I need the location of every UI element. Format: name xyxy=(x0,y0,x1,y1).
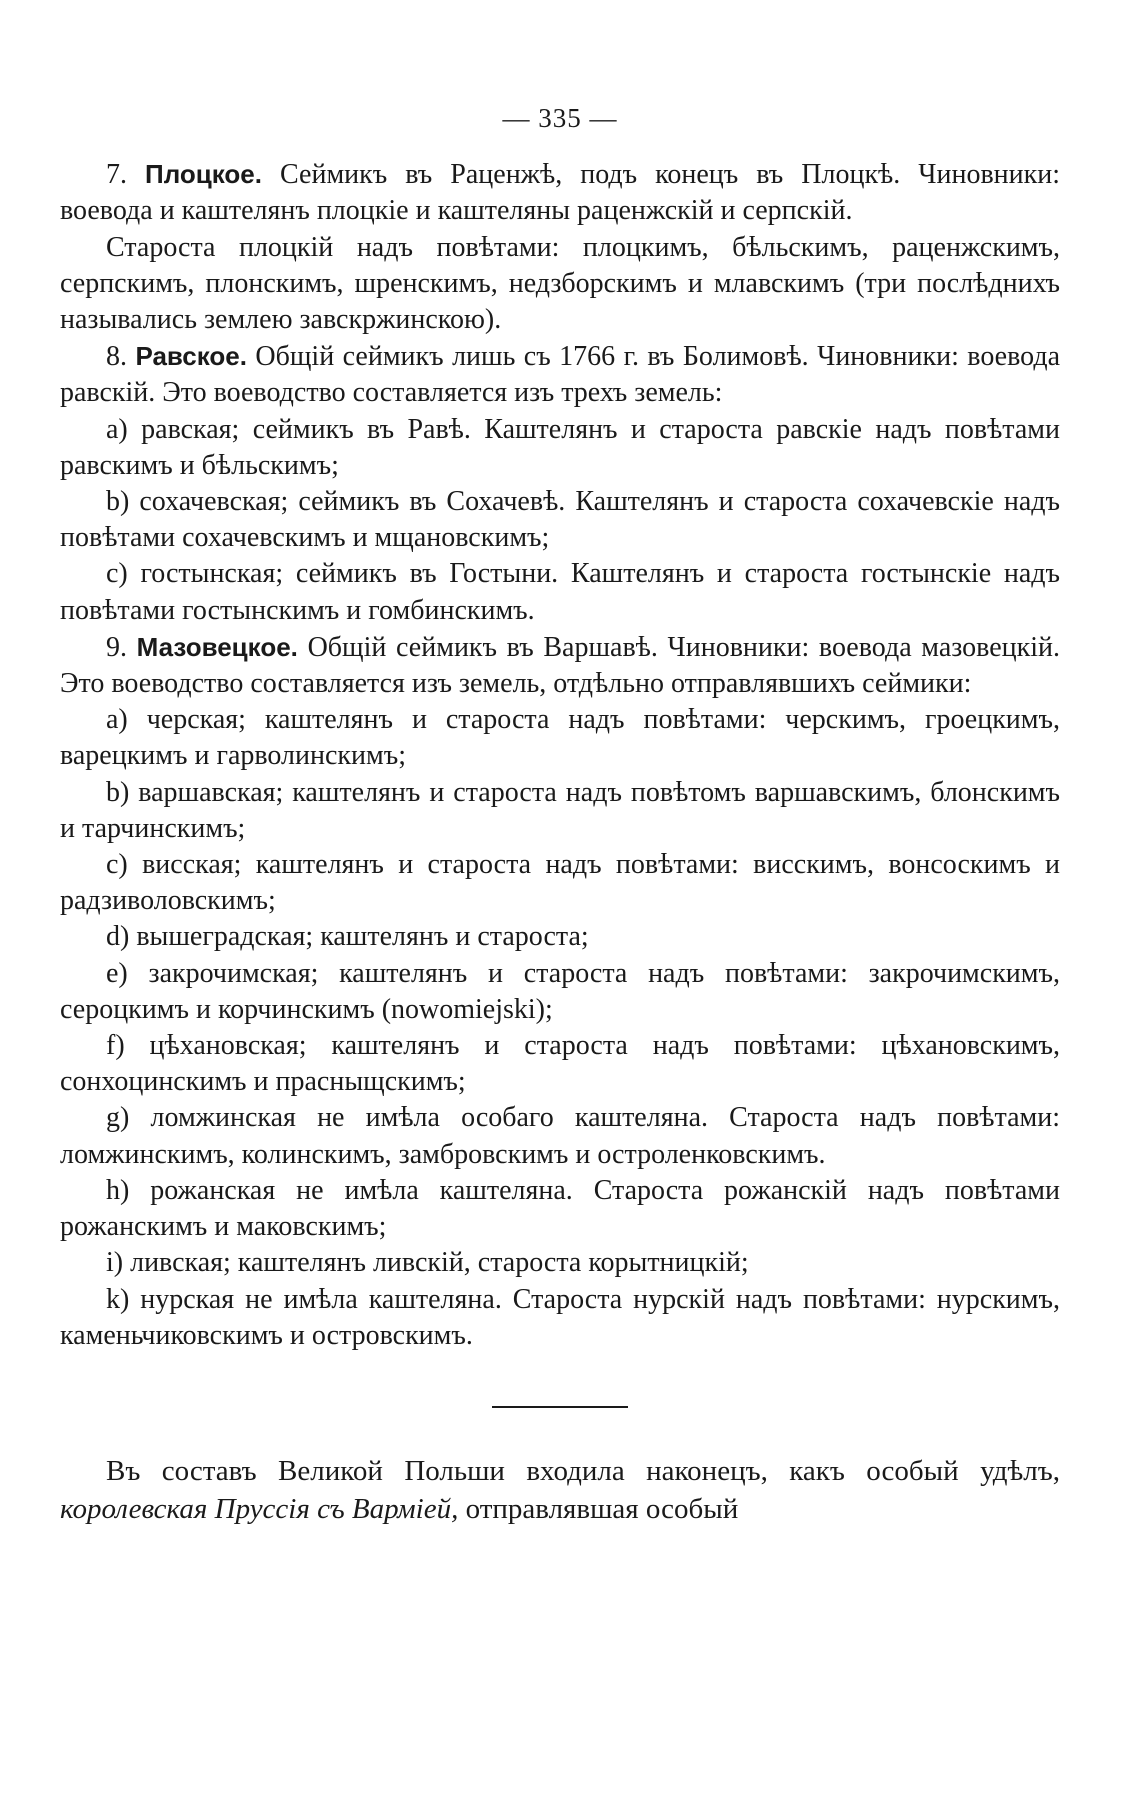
paragraph-rawa xyxy=(60,338,1060,411)
list-item-mazovia-e: e) закрочимская; каштелянъ и староста надъ повѣтами: закрочимскимъ, сероцкимъ и корчинскимъ (nowomiejski); xyxy=(60,957,1060,1025)
list-item-rawa-c: c) гостынская; сеймикъ въ Гостыни. Каштелянъ и староста гостынскіе надъ повѣтами гостынскимъ и гомбинскимъ. xyxy=(60,558,1060,626)
italic-phrase: королевская Пруссія съ Варміей, xyxy=(60,1492,459,1525)
paragraph-text: Общій сеймикъ лишь съ 1766 г. въ Болимовѣ. Чиновники: воевода равскій. Это воеводство составляется изъ трехъ земель: xyxy=(60,341,1060,409)
paragraph-royal-prussia xyxy=(60,1452,1060,1528)
voivodeship-heading: Равское. xyxy=(135,341,247,372)
paragraph-text: отправлявшая особый xyxy=(465,1492,739,1525)
list-item-mazovia-f: f) цѣхановская; каштелянъ и староста надъ повѣтами: цѣхановскимъ, сонхоцинскимъ и прасныщскимъ; xyxy=(60,1030,1060,1098)
list-item-mazovia-a: a) черская; каштелянъ и староста надъ повѣтами: черскимъ, гроецкимъ, варецкимъ и гарволинскимъ; xyxy=(60,704,1060,772)
list-item-mazovia-c: c) висская; каштелянъ и староста надъ повѣтами: висскимъ, вонсоскимъ и радзиволовскимъ; xyxy=(60,849,1060,917)
item-number: 8. xyxy=(106,341,127,373)
list-item-mazovia-i: i) ливская; каштелянъ ливскій, староста корытницкій; xyxy=(106,1247,749,1279)
paragraph-text: Въ составъ Великой Польши входила наконецъ, какъ особый удѣлъ, xyxy=(106,1454,1060,1487)
list-item-mazovia-b: b) варшавская; каштелянъ и староста надъ повѣтомъ варшавскимъ, блонскимъ и тарчинскимъ; xyxy=(60,776,1060,844)
paragraph-text: Сеймикъ въ Раценжѣ, подъ конецъ въ Плоцкѣ. Чиновники: воевода и каштелянъ плоцкіе и каштеляны раценжскій и серпскій. xyxy=(60,159,1061,227)
item-number: 7. xyxy=(106,159,127,191)
item-number: 9. xyxy=(106,631,127,663)
list-item-mazovia-h: h) рожанская не имѣла каштеляна. Староста рожанскій надъ повѣтами рожанскимъ и маковскимъ; xyxy=(60,1174,1060,1243)
list-item-mazovia-g: g) ломжинская не имѣла особаго каштеляна. Староста надъ повѣтами: ломжинскимъ, колинскимъ, замбровскимъ и остроленковскимъ. xyxy=(60,1102,1060,1170)
list-item-rawa-b: b) сохачевская; сеймикъ въ Сохачевѣ. Каштелянъ и староста сохачевскіе надъ повѣтами сохачевскимъ и мщановскимъ; xyxy=(60,486,1060,554)
paragraph-text: Общій сеймикъ въ Варшавѣ. Чиновники: воевода мазовецкій. Это воеводство составляется изъ земель, отдѣльно отправлявшихъ сеймики: xyxy=(60,631,1060,700)
page-number: — 335 — xyxy=(502,103,618,133)
voivodeship-heading: Плоцкое. xyxy=(145,159,262,190)
paragraph-mazovia xyxy=(60,629,1060,702)
list-item-mazovia-d: d) вышеградская; каштелянъ и староста; xyxy=(106,921,589,953)
document-page xyxy=(60,100,1060,1528)
paragraph-plock xyxy=(60,156,1060,229)
voivodeship-heading: Мазовецкое. xyxy=(136,631,298,662)
list-item-rawa-a: a) равская; сеймикъ въ Равѣ. Каштелянъ и староста равскіе надъ повѣтами равскимъ и бѣльскимъ; xyxy=(60,413,1060,481)
list-item-mazovia-k: k) нурская не имѣла каштеляна. Староста нурскій надъ повѣтами: нурскимъ, каменьчиковскимъ и островскимъ. xyxy=(60,1283,1060,1351)
paragraph-starosta-plock: Староста плоцкій надъ повѣтами: плоцкимъ, бѣльскимъ, раценжскимъ, серпскимъ, плонскимъ, шренскимъ, недзборскимъ и млавскимъ (три послѣднихъ назывались землею завскржинскою). xyxy=(60,231,1060,336)
section-divider xyxy=(492,1406,628,1408)
